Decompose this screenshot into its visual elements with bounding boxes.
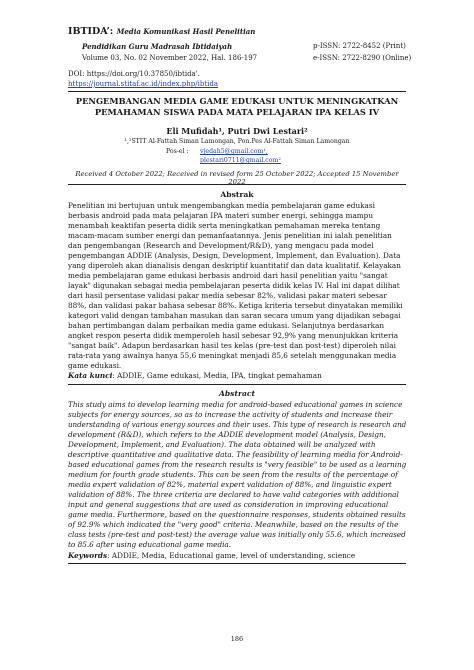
text-line: medium for fourth grade students. This can be seen from the results of the percentage of (68, 470, 398, 479)
text-line: This study aims to develop learning media for android-based educational games in science (68, 400, 403, 409)
text-line: input and general suggestions that are used as consideration in improving educational (68, 500, 389, 509)
text-line: subjects for energy sources, so as to increase the activity of students and increase their (68, 410, 393, 419)
text-line: understanding of various energy sources and their uses. This type of research is research and (68, 420, 407, 429)
text-line: validation of 88%. The three criteria are declared to have valid categories with additional (68, 490, 399, 499)
text-line: yang diperoleh akan dianalisis dengan deskriptif kuantitatif dan data kualitatif. Kelayakan (68, 261, 401, 270)
journal-url-link[interactable]: https://journal.stitaf.ac.id/index.php/ibtida (68, 80, 219, 88)
abstrak-keywords-value: : ADDIE, Game edukasi, Media, IPA, tingkat pemahaman (112, 371, 322, 380)
abstrak-divider (68, 384, 406, 385)
email-label: Pos-el : (166, 148, 189, 155)
text-line: based educational games from the research results is "very feasible" to be used as a learning (68, 460, 407, 469)
text-line: game edukasi. (68, 361, 122, 370)
text-line: of 92.9% which indicated the "very good" criteria. Meanwhile, based on the results of the (68, 520, 399, 529)
text-line: Development, Implement, and Evaluation). The data obtained will be analyzed with (68, 440, 376, 449)
abstrak-heading: Abstrak (220, 190, 254, 199)
text-line: descriptive quantitative and qualitative data. The feasibility of learning media for Android- (68, 450, 403, 459)
doi-text: DOI: https://doi.org/10.37850/ibtida'. (68, 70, 200, 78)
abstract-keywords (68, 551, 406, 561)
p-issn: p-ISSN: 2722-8452 (Print) (313, 42, 406, 50)
page-number: 186 (230, 635, 244, 643)
text-line: dan pengembangan (Research and Development/R&D), yang mengacu pada model (68, 241, 374, 250)
text-line: development (R&D), which refers to the ADDIE development model (Analysis, Design, (68, 430, 386, 439)
text-line: game media. Furthermore, based on the questionnaire responses, students obtained results (68, 510, 406, 519)
journal-header (68, 26, 255, 37)
abstrak-body (68, 201, 406, 371)
abstract-divider (68, 563, 406, 564)
text-line: rata-rata yang awalnya hanya 55,6 meningkat menjadi 85,6 setelah menggunakan media (68, 351, 397, 360)
e-issn: e-ISSN: 2722-8290 (Online) (313, 54, 412, 62)
title-line-2: PEMAHAMAN SISWA PADA MATA PELAJARAN IPA KELAS IV (94, 107, 380, 117)
text-line: class tests (pre-test and post-test) the average value was initially only 55.6, which increased (68, 530, 406, 539)
text-line: layak" digunakan sebagai media pembelajaran peserta didik kelas IV. Hal ini dapat dilihat (68, 281, 400, 290)
text-line: Penelitian ini bertujuan untuk mengembangkan media pembelajaran game edukasi (68, 201, 375, 210)
journal-subtitle-2: Pendidikan Guru Madrasah Ibtidaiyah (82, 42, 233, 51)
email-2-link[interactable]: plestari0711@gmail.com² (200, 157, 281, 164)
journal-subtitle: Media Komunikasi Hasil Penelitian (116, 27, 256, 36)
abstrak-keywords-label: Kata kunci (68, 371, 113, 380)
text-line: angket respon peserta didik memperoleh hasil sebesar 92,9% yang menunjukkan kriteria (68, 331, 399, 340)
received-dates: Received 4 October 2022; Received in revised form 25 October 2022; Accepted 15 November 2022 (75, 170, 399, 186)
header-divider (68, 91, 406, 92)
text-line: "sangat baik". Adapun berdasarkan hasil tes kelas (pre-test dan post-test) diperoleh nilai (68, 341, 396, 350)
received-divider (68, 184, 406, 185)
abstrak-keywords (68, 371, 406, 381)
authors: Eli Mufidah¹, Putri Dwi Lestari² (166, 126, 308, 136)
text-line: media expert validation of 82%, material expert validation of 88%, and linguistic expert (68, 480, 392, 489)
journal-volume: Volume 03, No. 02 November 2022, Hal. 186-197 (82, 54, 258, 62)
text-line: bahan pertimbangan dalam perbaikan media game edukasi. Selanjutnya berdasarkan (68, 321, 385, 330)
abstract-keywords-label: Keywords (68, 551, 108, 560)
title-line-1: PENGEMBANGAN MEDIA GAME EDUKASI UNTUK MENINGKATKAN (75, 96, 399, 106)
text-line: 88%, dan validasi pakar bahasa sebesar 88%. Ketiga kriteria tersebut dinyatakan memiliki (68, 301, 403, 310)
abstract-heading: Abstract (218, 389, 256, 398)
text-line: dari hasil persentase validasi pakar media sebesar 82%, validasi pakar materi sebesar (68, 291, 387, 300)
text-line: pengembangan ADDIE (Analysis, Design, Development, Implement, dan Evaluation). Data (68, 251, 401, 260)
text-line: media pembelajaran game edukasi berbasis android dari hasil penelitian yaitu "sangat (68, 271, 388, 280)
text-line: macam-macam sumber energi dan pemanfaatannya. Jenis penelitian ini ialah penelitian (68, 231, 392, 240)
text-line: to 85.6 after using educational game media. (68, 540, 232, 549)
journal-name: IBTIDA’: (68, 26, 114, 37)
email-1-link[interactable]: vjedah5@gmail.com¹, (200, 148, 268, 155)
text-line: kategori valid dengan tambahan masukan dan saran secara umum yang dijadikan sebagai (68, 311, 401, 320)
text-line: berbasis android pada mata pelajaran IPA materi sumber energi, sehingga mampu (68, 211, 373, 220)
affiliation: ¹,²STIT Al-Fattah Siman Lamongan, Pon.Pes Al-Fattah Siman Lamongan (124, 138, 350, 145)
text-line: menambah keaktifan peserta didik serta meningkatkan pemahaman mereka tentang (68, 221, 381, 230)
article-title (68, 96, 406, 118)
abstract-keywords-value: : ADDIE, Media, Educational game, level of understanding, science (107, 551, 356, 560)
abstract-body (68, 400, 406, 550)
